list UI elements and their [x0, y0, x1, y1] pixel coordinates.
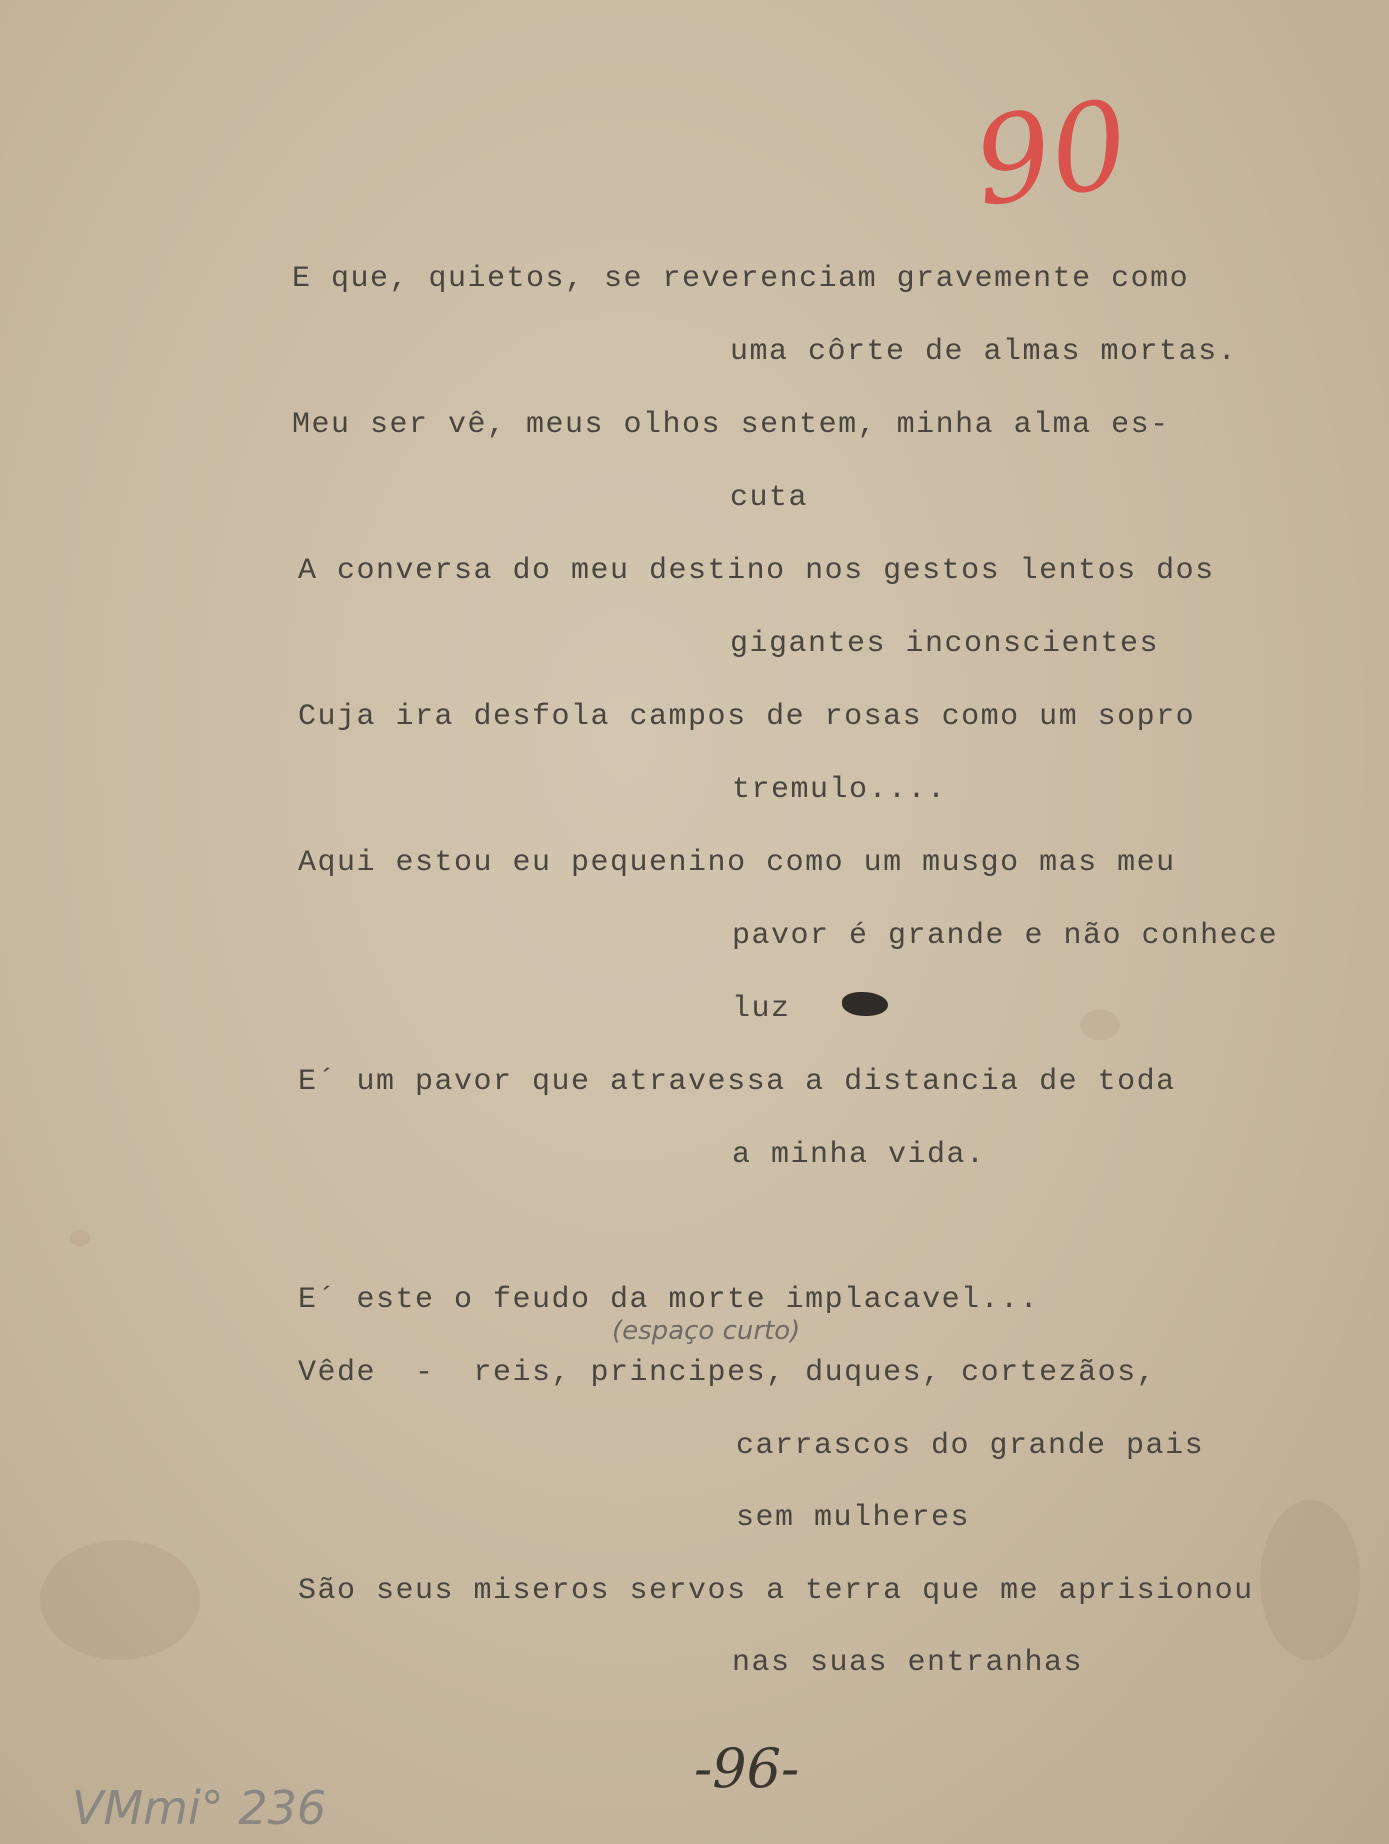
poem-line: E´ este o feudo da morte implacavel... — [298, 1283, 1040, 1317]
folio-number: 90 — [966, 75, 1137, 234]
poem-line: tremulo.... — [732, 773, 947, 807]
poem-line: Cuja ira desfola campos de rosas como um sopro — [298, 700, 1196, 734]
poem-line: carrascos do grande pais — [736, 1429, 1205, 1463]
poem-line: luz — [732, 992, 791, 1026]
poem-line: nas suas entranhas — [732, 1646, 1084, 1680]
poem-line: pavor é grande e não conhece — [732, 919, 1279, 953]
ink-blot — [842, 992, 888, 1016]
poem-line: São seus miseros servos a terra que me aprisionou — [298, 1574, 1254, 1608]
archive-reference: VMmi° 236 — [72, 1781, 327, 1835]
poem-line: A conversa do meu destino nos gestos lentos dos — [298, 554, 1215, 588]
poem-line: Vêde - reis, principes, duques, cortezãos, — [298, 1356, 1157, 1390]
poem-line: cuta — [730, 481, 809, 515]
poem-line: Aqui estou eu pequenino como um musgo mas meu — [298, 846, 1176, 880]
poem-line: E´ um pavor que atravessa a distancia de toda — [298, 1065, 1176, 1099]
poem-line: Meu ser vê, meus olhos sentem, minha alma es- — [292, 408, 1170, 442]
page-number: -96- — [694, 1737, 800, 1800]
poem-line: a minha vida. — [732, 1138, 986, 1172]
poem-line: gigantes inconscientes — [730, 627, 1160, 661]
poem-line: uma côrte de almas mortas. — [730, 335, 1238, 369]
margin-note: (espaço curto) — [612, 1316, 801, 1346]
poem-line: sem mulheres — [736, 1501, 971, 1535]
poem-line: E que, quietos, se reverenciam gravemente como — [292, 262, 1190, 296]
